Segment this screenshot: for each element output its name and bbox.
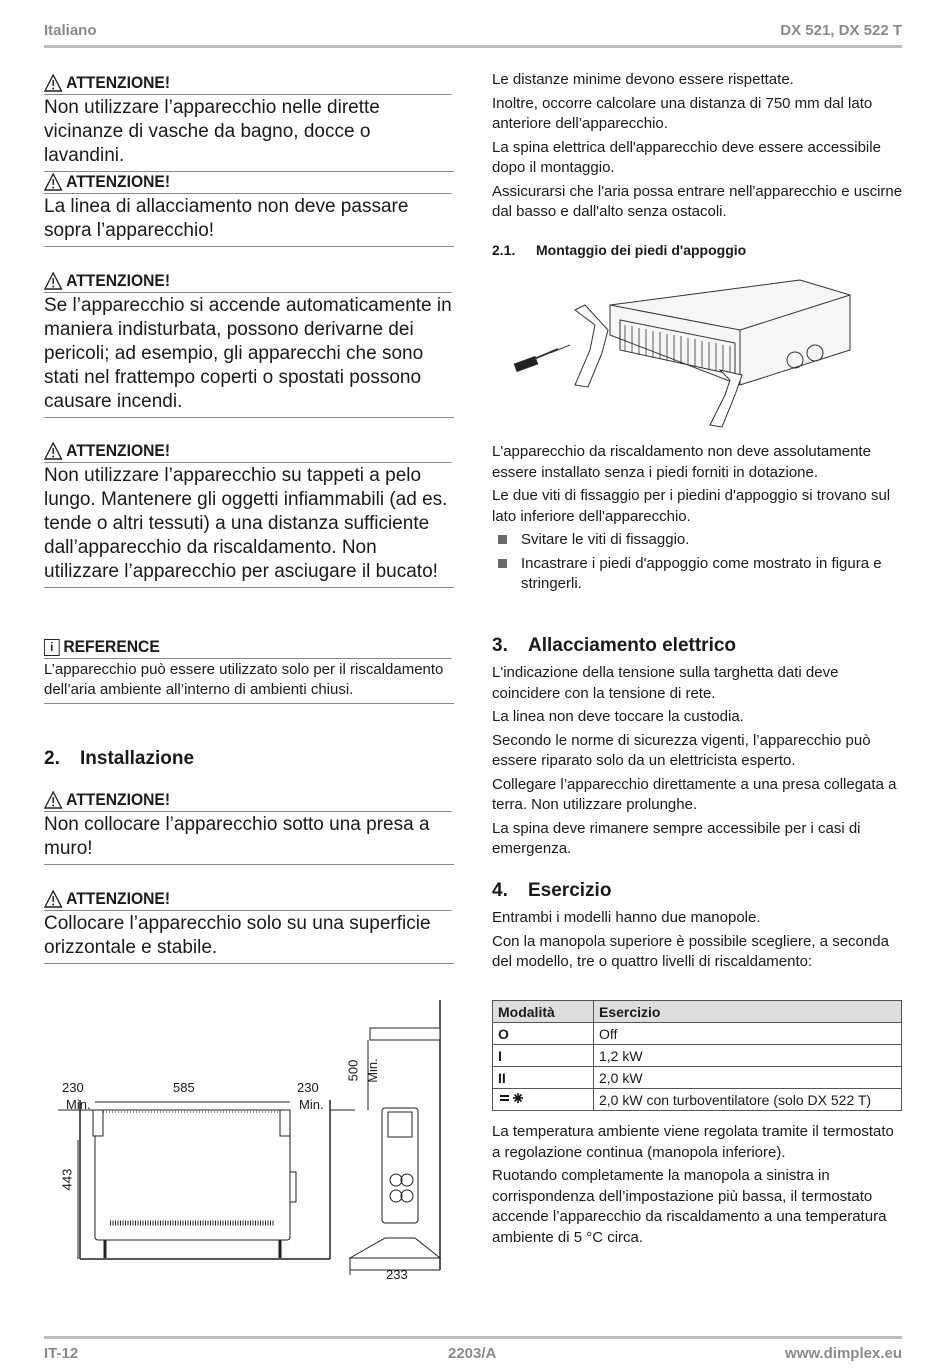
- warning-text: Collocare l’apparecchio solo su una superficie orizzontale e stabile.: [44, 911, 454, 964]
- dim-depth: 233: [386, 1267, 408, 1282]
- paragraph: Secondo le norme di sicurezza vigenti, l’apparecchio può essere riparato solo da un elettricista esperto.: [492, 731, 871, 769]
- footer-website: www.dimplex.eu: [785, 1345, 902, 1362]
- modes-table: [492, 1000, 902, 1111]
- dim-top-gap: 500: [345, 1059, 361, 1082]
- operation-instructions: [492, 908, 904, 976]
- warning-block-2: [44, 171, 454, 247]
- warning-block-1: [44, 72, 454, 172]
- table-row: [493, 1045, 902, 1067]
- warning-text: Non utilizzare l’apparecchio nelle dirette vicinanze di vasche da bagno, docce o lavandini.: [44, 95, 454, 172]
- warning-block-4: [44, 440, 454, 588]
- dim-width: 585: [173, 1080, 195, 1095]
- warning-text: Non collocare l’apparecchio sotto una presa a muro!: [44, 812, 454, 865]
- header-language: Italiano: [44, 22, 97, 39]
- paragraph: Inoltre, occorre calcolare una distanza di 750 mm dal lato anteriore dell’apparecchio.: [492, 94, 873, 132]
- warning-title: ATTENZIONE!: [44, 72, 451, 95]
- table-header: Modalità: [493, 1001, 594, 1023]
- warning-title: ATTENZIONE!: [44, 440, 451, 463]
- paragraph: Ruotando completamente la manopola a sinistra in corrispondenza dell’impostazione più bassa, il termostato accende l’apparecchio da riscaldamento a una temperatura ambiente di 5 °C circa.: [492, 1167, 887, 1246]
- reference-title: i REFERENCE: [44, 636, 451, 659]
- section-heading-feet: 2.1. Montaggio dei piedi d'appoggio: [492, 242, 747, 258]
- warning-block-5: [44, 789, 454, 865]
- warning-block-3: [44, 270, 454, 418]
- warning-block-6: [44, 888, 454, 964]
- list-item: Svitare le viti di fissaggio.: [492, 530, 904, 551]
- table-cell-mode: II: [493, 1067, 594, 1089]
- table-cell-value: 2,0 kW con turboventilatore (solo DX 522 T): [594, 1089, 902, 1111]
- thermostat-instructions: [492, 1122, 904, 1251]
- warning-triangle-icon: [44, 791, 62, 809]
- footer-page-number: IT-12: [44, 1345, 79, 1362]
- paragraph: Collegare l’apparecchio direttamente a una presa collegata a terra. Non utilizzare prolunghe.: [492, 775, 897, 813]
- warning-triangle-icon: [44, 173, 62, 191]
- paragraph: Le due viti di fissaggio per i piedini d'appoggio si trovano sul lato inferiore dell'apparecchio.: [492, 487, 891, 525]
- warning-title: ATTENZIONE!: [44, 171, 451, 194]
- paragraph: L'apparecchio da riscaldamento non deve assolutamente essere installato senza i piedi forniti in dotazione.: [492, 443, 871, 481]
- paragraph: La linea non deve toccare la custodia.: [492, 708, 744, 725]
- section-heading-electric: 3. Allacciamento elettrico: [492, 635, 737, 656]
- warning-triangle-icon: [44, 890, 62, 908]
- header-divider: [44, 45, 902, 48]
- warning-title: ATTENZIONE!: [44, 888, 451, 911]
- table-cell-mode: [493, 1089, 594, 1111]
- table-cell-value: 2,0 kW: [594, 1067, 902, 1089]
- table-row: [493, 1023, 902, 1045]
- paragraph: Le distanze minime devono essere rispettate.: [492, 71, 794, 88]
- table-header: Esercizio: [594, 1001, 902, 1023]
- section-heading-installazione: 2. Installazione: [44, 748, 195, 769]
- list-item: Incastrare i piedi d'appoggio come mostrato in figura e stringerli.: [492, 554, 904, 595]
- table-row: [493, 1089, 902, 1111]
- warning-text: La linea di allacciamento non deve passare sopra l’apparecchio!: [44, 194, 454, 247]
- feet-instructions: [492, 442, 904, 598]
- paragraph: L'indicazione della tensione sulla targhetta dati deve coincidere con la tensione di rete.: [492, 664, 839, 702]
- table-row: [493, 1067, 902, 1089]
- paragraph: Assicurarsi che l'aria possa entrare nell'apparecchio e uscirne dal basso e dall'alto senza ostacoli.: [492, 182, 903, 220]
- paragraph: Con la manopola superiore è possibile scegliere, a seconda del modello, tre o quattro livelli di riscaldamento:: [492, 932, 889, 970]
- paragraph: Entrambi i modelli hanno due manopole.: [492, 909, 761, 926]
- header-model: DX 521, DX 522 T: [780, 22, 902, 39]
- table-header-row: [493, 1001, 902, 1023]
- warning-title: ATTENZIONE!: [44, 270, 451, 293]
- table-cell-mode: I: [493, 1045, 594, 1067]
- dim-height: 443: [59, 1168, 75, 1191]
- dim-left-gap-min: Min.: [66, 1097, 91, 1112]
- warning-triangle-icon: [44, 74, 62, 92]
- paragraph: La spina elettrica dell'apparecchio deve essere accessibile dopo il montaggio.: [492, 138, 881, 176]
- paragraph: La spina deve rimanere sempre accessibile per i casi di emergenza.: [492, 819, 861, 857]
- table-cell-value: 1,2 kW: [594, 1045, 902, 1067]
- electric-instructions: [492, 663, 904, 863]
- warning-text: Non utilizzare l’apparecchio su tappeti a pelo lungo. Mantenere gli oggetti infiammabili (ad es. tende o altri tessuti) a una distanza sufficiente dall’apparecchio da riscaldamento. Non utilizzare l’apparecchio per asciugare il bucato!: [44, 463, 454, 588]
- warning-text: Se l’apparecchio si accende automaticamente in maniera indisturbata, possono derivarne dei pericoli; ad esempio, gli apparecchi che sono stati nel frattempo coperti o spostati possono causare incendi.: [44, 293, 454, 418]
- installation-dimensions-drawing: [50, 1000, 450, 1290]
- feet-mounting-illustration: [510, 275, 860, 435]
- dim-left-gap: 230: [62, 1080, 84, 1095]
- turbo-fan-icon: [498, 1091, 528, 1105]
- warning-triangle-icon: [44, 272, 62, 290]
- paragraph: La temperatura ambiente viene regolata tramite il termostato a regolazione continua (manopola inferiore).: [492, 1123, 894, 1161]
- reference-text: L’apparecchio può essere utilizzato solo per il riscaldamento dell’aria ambiente all’interno di ambienti chiusi.: [44, 659, 454, 704]
- warning-title: ATTENZIONE!: [44, 789, 451, 812]
- warning-triangle-icon: [44, 442, 62, 460]
- table-cell-value: Off: [594, 1023, 902, 1045]
- table-cell-mode: O: [493, 1023, 594, 1045]
- dim-top-gap-min: Min.: [364, 1058, 380, 1083]
- section-heading-operation: 4. Esercizio: [492, 880, 612, 901]
- footer-revision: 2203/A: [448, 1345, 497, 1362]
- footer-divider: [44, 1336, 902, 1339]
- reference-block: [44, 636, 454, 704]
- dim-right-gap: 230: [297, 1080, 319, 1095]
- installation-notes: [492, 70, 904, 226]
- info-icon: i: [44, 639, 60, 656]
- dim-right-gap-min: Min.: [299, 1097, 324, 1112]
